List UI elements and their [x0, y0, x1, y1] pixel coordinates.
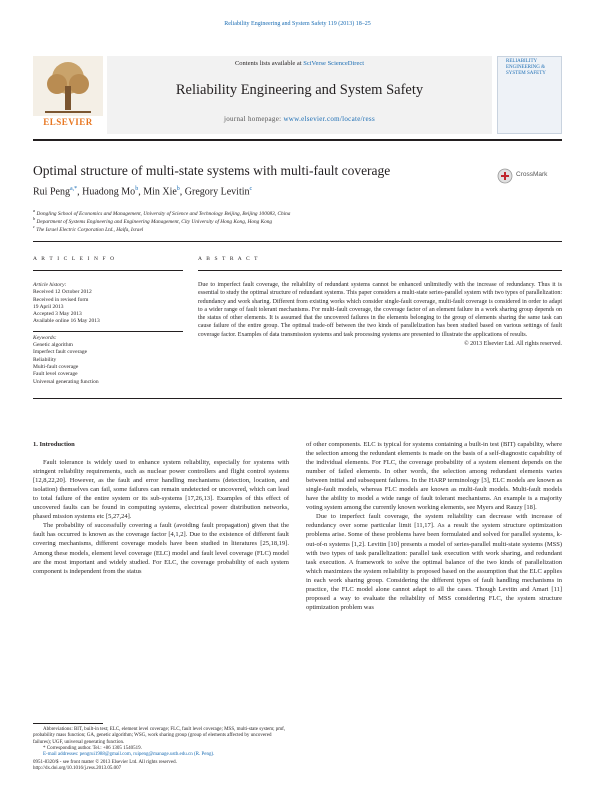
author-list: Rui Peng$^{a,*}$, Huadong Mo$^b$, Min Xie$^b$, Gregory Levitin$^c$: [33, 186, 253, 198]
keyword: Imperfect fault coverage: [33, 349, 88, 356]
body-right-column: [306, 440, 562, 612]
sciencedirect-link[interactable]: SciVerse ScienceDirect: [303, 60, 365, 67]
keyword: Multi-fault coverage: [33, 363, 79, 370]
keyword: Fault level coverage: [33, 371, 78, 378]
article-info-divider: [33, 270, 183, 271]
paragraph: Fault tolerance is widely used to enhance system reliability, especially for systems with stringent reliability requirements, such as nuclear power controllers and flight control systems [12,8,22,20]. However, as the fault and error handling mechanisms (detection, location, and isolation) themselves can fail, some failures can remain undetected or uncovered, which can lead to total failure of the entire system or its sub-systems [17,26,13]. Examples of this effect of uncovered faults can be found in computing systems, electrical power distribution networks, phased mission systems etc [5,27,24].: [33, 459, 289, 521]
doi-link[interactable]: http://dx.doi.org/10.1016/j.ress.2013.05.007: [33, 766, 122, 772]
crossmark-badge[interactable]: [497, 168, 567, 184]
keywords-divider: [33, 331, 183, 332]
affiliation-divider: [33, 241, 562, 242]
paragraph: The probability of successfully covering a fault (avoiding fault propagation) given that the fault has occurred is known as the coverage factor [4,1,2]. Due to the existence of different fault covering mechanisms, different coverage models have been studied in literatures [25,18,19]. Among these models, element level coverage (ELC) model and fault level coverage (FLC) model are the most important and widely studied. For ELC, the coverage probability of each system component is independent from the status: [33, 522, 289, 575]
journal-homepage: [107, 115, 492, 123]
footnote: * Corresponding author. Tel.: +86 1305 1540519.: [43, 745, 142, 751]
author-sup[interactable]: b: [176, 186, 180, 192]
author-name: Rui Peng: [33, 186, 70, 198]
author-sup[interactable]: b: [135, 186, 139, 192]
author-name: Huadong Mo: [82, 186, 136, 198]
abstract-heading: A B S T R A C T: [198, 256, 260, 262]
homepage-link[interactable]: www.elsevier.com/locate/ress: [283, 115, 375, 123]
elsevier-tree-logo: [33, 56, 103, 124]
history-label: Article history:: [33, 282, 67, 288]
footnote-email[interactable]: E-mail addresses: pengrui1988@gmail.com, ruipeng@manage.ustb.edu.cn (R. Peng).: [43, 752, 215, 758]
section-title: 1. Introduction: [33, 441, 75, 448]
issn-doi: [33, 760, 289, 773]
article-info: [33, 282, 183, 386]
body-left-column: [33, 440, 289, 576]
history-item: Available online 16 May 2013: [33, 318, 100, 325]
abstract-divider: [198, 270, 562, 271]
history-item: Received in revised form: [33, 296, 89, 303]
author-sup[interactable]: c: [249, 186, 253, 192]
affiliation-text: Department of Systems Engineering and Engineering Management, City University of Hong Kong, Hong Kong: [36, 218, 273, 225]
paragraph: Due to imperfect fault coverage, the system reliability can decrease with increase of redundancy over some particular limit [11,17]. As a result the system structure optimization problems arise. Some of these problems have been formulated and solved for parallel systems, k-out-of-n systems [1,2]. Levitin [10] presents a model of series-parallel multi-state systems (MSS) with two types of task parallelization: parallel task execution with work sharing, and redundant task execution. A framework to solve the optimal balance of the two kinds of parallelization which maximizes the system reliability is proposed based on the assumption that the ELC applies in each work sharing group. Considering the different types of fault handling mechanisms in practice, the FLC model alone cannot adapt to all the cases. Though Levitin and Amari [11] proposed a way to evaluate the reliability of MSS considering FLC, the system structure optimization problem was: [306, 513, 562, 611]
contents-line: [107, 60, 492, 67]
affiliation-sup: c: [33, 224, 35, 229]
affiliation-sup: b: [33, 216, 36, 221]
cover-title: RELIABILITY ENGINEERING & SYSTEM SAFETY: [506, 59, 546, 76]
abstract-end-divider: [33, 398, 562, 399]
issn-line: 0951-8320/$ - see front matter © 2013 Elsevier Ltd. All rights reserved.: [33, 760, 177, 765]
article-title: Optimal structure of multi-state systems with multi-fault coverage: [33, 163, 391, 178]
journal-citation-header[interactable]: Reliability Engineering and System Safety 119 (2013) 18–25: [224, 21, 371, 27]
crossmark-label: CrossMark: [516, 171, 548, 178]
publisher-name: ELSEVIER: [43, 117, 93, 127]
keywords-label: Keywords:: [33, 334, 57, 341]
footnote: Abbreviations: BIT, built-in test; ELC, element level coverage; FLC, fault level coverage; MSS, multi-state system; pmf, probability mass function; GA, genetic algorithm; WSG, work sharing group (group of elements affected by uncovered failures); UGF, universal generating function.: [33, 727, 286, 745]
history-item: 19 April 2013: [33, 303, 64, 310]
author-sup[interactable]: a,*: [69, 186, 78, 192]
affiliation-text: Dongling School of Economics and Management, University of Science and Technology Beijing, Beijing 100083, China: [36, 210, 291, 217]
header-divider: [33, 139, 562, 141]
journal-name: Reliability Engineering and System Safety: [175, 82, 424, 98]
history-item: Received 12 October 2012: [33, 289, 92, 296]
affiliation: [33, 224, 563, 233]
keyword: Universal generating function: [33, 378, 99, 385]
history-item: Accepted 3 May 2013: [33, 311, 82, 318]
contents-prefix: Contents lists available at: [234, 60, 304, 67]
author-name: Min Xie: [143, 186, 177, 198]
abstract-body: Due to imperfect fault coverage, the reliability of redundant systems cannot be enhanced unlimitedly with the increase of redundancy. Thus it is essential to study the optimal structure of redundant systems. This paper considers a multi-state series-parallel system with two types of parallelization: redundancy and work sharing. Different from existing works which consider single-fault coverage, multi-fault coverage is considered in order to adapt to a wider range of fault tolerant mechanisms. For multi-fault coverage, the coverage factor of an element failure in a work sharing group depends on the status of other elements. It is assumed that the uncovered failures in the elements belonging to the group of elements sharing the same task can cause failure of the entire group. The optimal trade-off between the two kinds of parallelization has been studied based on various settings of fault coverage factor. Examples of data transmission systems and task processing systems are presented to illustrate the applications of results.: [198, 282, 562, 338]
abstract: [198, 281, 562, 348]
copyright: © 2013 Elsevier Ltd. All rights reserved.: [464, 341, 562, 348]
affiliation-sup: a: [33, 208, 36, 213]
paragraph: of other components. ELC is typical for systems containing a built-in test (BIT) capability, where the selection among the redundant elements is made on the basis of a self-diagnostic capability of the individual elements. For FLC, the coverage probability of a system element depends on the number of failed elements. In other words, the selection among redundant elements varies between initial and subsequent failures. In the HARP terminology [3], ELC models are known as single-fault models, whereas FLC models are known as multi-fault models. Multi-fault models have the ability to model a wide range of fault tolerant mechanisms. An example is a majority voting system among the currently known working elements, see Myers and Rauzy [18].: [306, 441, 562, 512]
footnotes: [33, 727, 289, 758]
crossmark-icon: [497, 168, 513, 184]
footnote-divider: [33, 723, 103, 724]
article-info-heading: A R T I C L E I N F O: [33, 256, 116, 262]
affiliation-text: The Israel Electric Corporation Ltd., Haifa, Israel: [36, 226, 144, 233]
keyword: Reliability: [33, 356, 57, 363]
homepage-prefix: journal homepage:: [224, 115, 284, 123]
author-name: Gregory Levitin: [184, 186, 250, 198]
keyword: Genetic algorithm: [33, 342, 73, 349]
